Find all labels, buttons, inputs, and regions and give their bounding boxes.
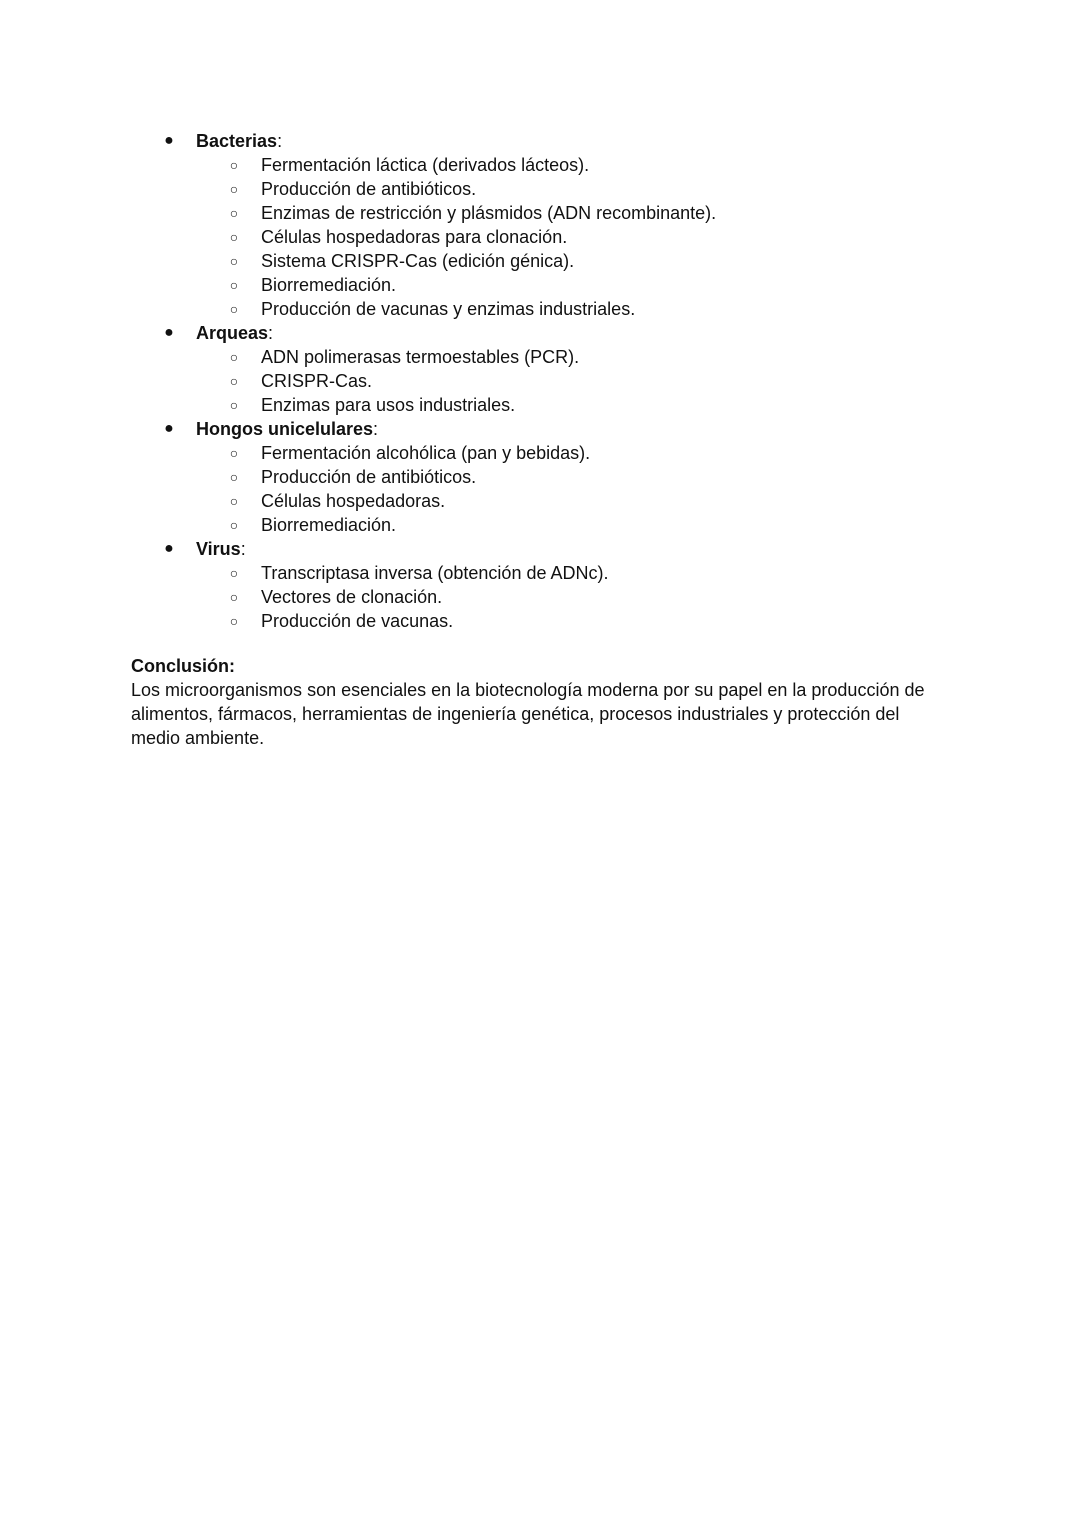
bullet-circle-icon: ○ bbox=[229, 613, 239, 629]
group-items bbox=[0, 441, 1080, 537]
list-item-text: Células hospedadoras. bbox=[261, 491, 446, 511]
organism-list bbox=[0, 129, 1080, 633]
conclusion-text: Los microorganismos son esenciales en la biotecnología moderna por su papel en la producción de alimentos, fármacos, herramientas de ingeniería genética, procesos industriales y protección del medio ambiente. bbox=[131, 680, 925, 748]
organism-group bbox=[0, 537, 1080, 633]
list-item-text: Producción de antibióticos. bbox=[261, 179, 477, 199]
list-item bbox=[0, 393, 1080, 417]
bullet-circle-icon: ○ bbox=[229, 445, 239, 461]
bullet-circle-icon: ○ bbox=[229, 253, 239, 269]
bullet-circle-icon: ○ bbox=[229, 301, 239, 317]
list-item-text: ADN polimerasas termoestables (PCR). bbox=[261, 347, 580, 367]
group-heading bbox=[0, 129, 1080, 153]
organism-group bbox=[0, 129, 1080, 321]
bullet-circle-icon: ○ bbox=[229, 181, 239, 197]
bullet-circle-icon: ○ bbox=[229, 373, 239, 389]
conclusion-section bbox=[131, 654, 951, 750]
bullet-circle-icon: ○ bbox=[229, 517, 239, 533]
list-item-text: Transcriptasa inversa (obtención de ADNc). bbox=[261, 563, 609, 583]
list-item bbox=[0, 273, 1080, 297]
bullet-circle-icon: ○ bbox=[229, 493, 239, 509]
list-item-text: Fermentación láctica (derivados lácteos). bbox=[261, 155, 590, 175]
bullet-circle-icon: ○ bbox=[229, 397, 239, 413]
bullet-circle-icon: ○ bbox=[229, 229, 239, 245]
list-item-text: Biorremediación. bbox=[261, 515, 397, 535]
group-title: Bacterias bbox=[196, 131, 278, 151]
list-item bbox=[0, 153, 1080, 177]
list-item-text: Biorremediación. bbox=[261, 275, 397, 295]
bullet-circle-icon: ○ bbox=[229, 277, 239, 293]
group-heading bbox=[0, 537, 1080, 561]
group-heading bbox=[0, 417, 1080, 441]
list-item bbox=[0, 201, 1080, 225]
bullet-dot-icon: ● bbox=[164, 540, 174, 557]
list-item bbox=[0, 249, 1080, 273]
list-item bbox=[0, 225, 1080, 249]
group-heading bbox=[0, 321, 1080, 345]
bullet-circle-icon: ○ bbox=[229, 349, 239, 365]
list-item-text: Producción de antibióticos. bbox=[261, 467, 477, 487]
group-title: Hongos unicelulares bbox=[196, 419, 374, 439]
list-item-text: Enzimas de restricción y plásmidos (ADN recombinante). bbox=[261, 203, 717, 223]
conclusion-title: Conclusión: bbox=[131, 656, 235, 676]
group-title: Arqueas bbox=[196, 323, 269, 343]
group-title-colon: : bbox=[240, 539, 246, 559]
list-item bbox=[0, 369, 1080, 393]
list-item bbox=[0, 585, 1080, 609]
group-items bbox=[0, 153, 1080, 321]
bullet-circle-icon: ○ bbox=[229, 469, 239, 485]
list-item bbox=[0, 513, 1080, 537]
list-item-text: Fermentación alcohólica (pan y bebidas). bbox=[261, 443, 591, 463]
bullet-circle-icon: ○ bbox=[229, 589, 239, 605]
list-item-text: Células hospedadoras para clonación. bbox=[261, 227, 568, 247]
list-item-text: Producción de vacunas. bbox=[261, 611, 454, 631]
list-item bbox=[0, 177, 1080, 201]
list-item bbox=[0, 297, 1080, 321]
bullet-circle-icon: ○ bbox=[229, 205, 239, 221]
group-title-colon: : bbox=[277, 131, 283, 151]
list-item bbox=[0, 489, 1080, 513]
bullet-dot-icon: ● bbox=[164, 324, 174, 341]
list-item-text: Sistema CRISPR-Cas (edición génica). bbox=[261, 251, 575, 271]
list-item bbox=[0, 561, 1080, 585]
organism-group bbox=[0, 321, 1080, 417]
list-item bbox=[0, 465, 1080, 489]
list-item-text: Producción de vacunas y enzimas industriales. bbox=[261, 299, 636, 319]
bullet-dot-icon: ● bbox=[164, 420, 174, 437]
group-title: Virus bbox=[196, 539, 241, 559]
list-item bbox=[0, 441, 1080, 465]
list-item bbox=[0, 345, 1080, 369]
organism-group bbox=[0, 417, 1080, 537]
list-item bbox=[0, 609, 1080, 633]
group-items bbox=[0, 345, 1080, 417]
bullet-circle-icon: ○ bbox=[229, 565, 239, 581]
group-items bbox=[0, 561, 1080, 633]
list-item-text: CRISPR-Cas. bbox=[261, 371, 373, 391]
bullet-dot-icon: ● bbox=[164, 132, 174, 149]
list-item-text: Vectores de clonación. bbox=[261, 587, 443, 607]
bullet-circle-icon: ○ bbox=[229, 157, 239, 173]
group-title-colon: : bbox=[373, 419, 379, 439]
list-item-text: Enzimas para usos industriales. bbox=[261, 395, 516, 415]
group-title-colon: : bbox=[268, 323, 274, 343]
